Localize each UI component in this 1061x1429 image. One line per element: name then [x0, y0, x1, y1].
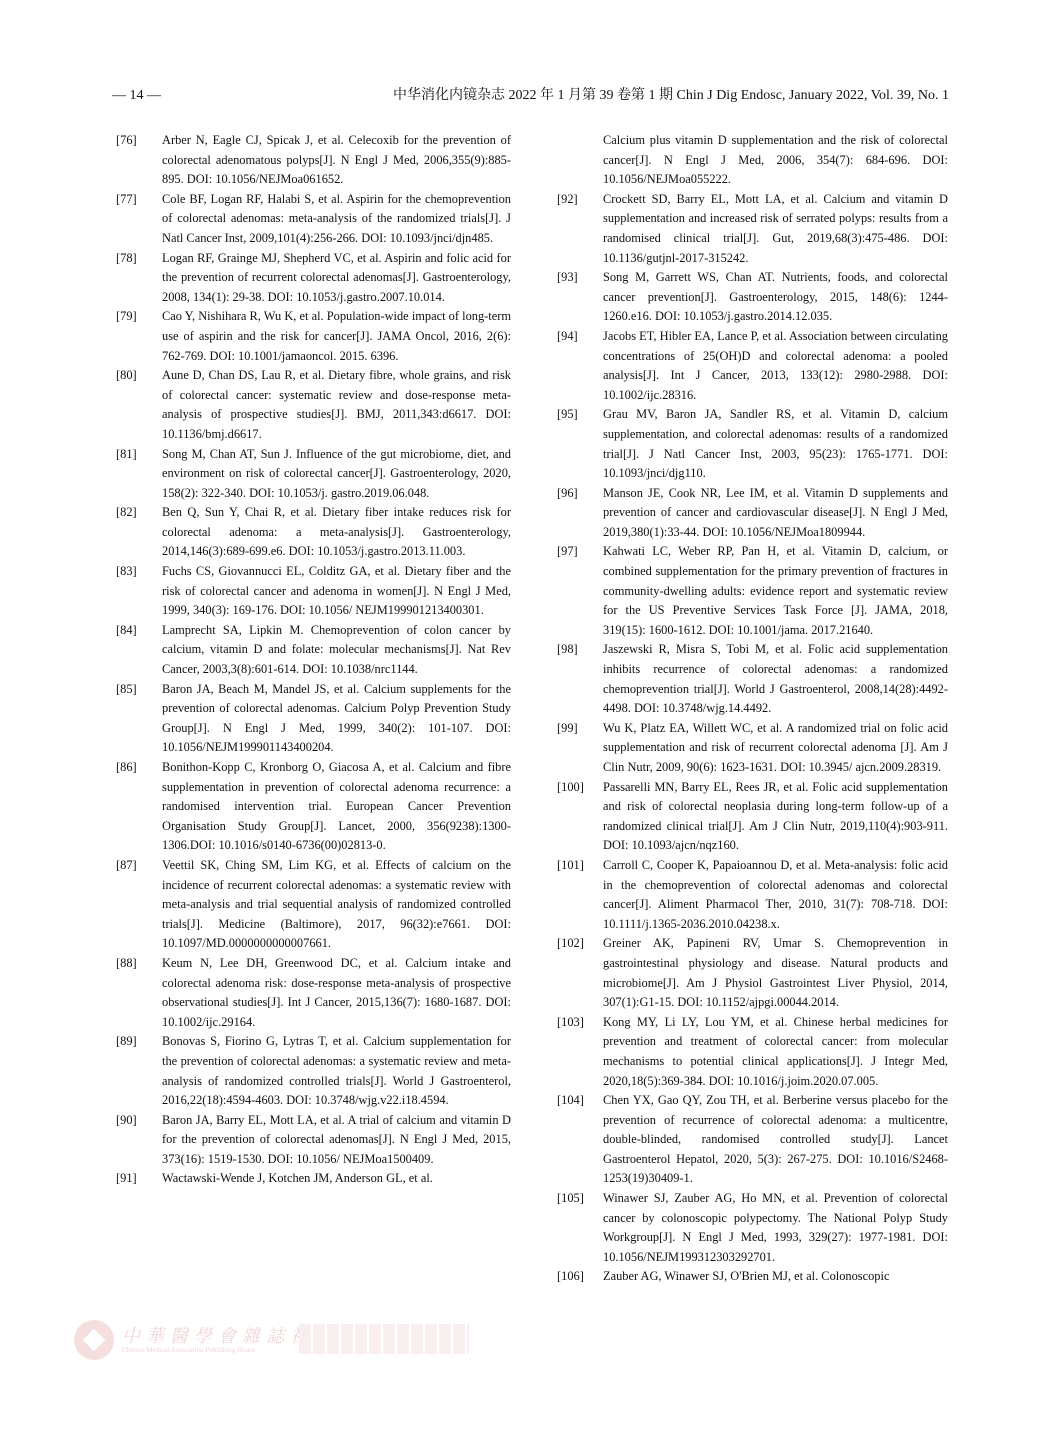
reference-number: [103]	[557, 1014, 584, 1029]
references-right-column	[557, 131, 948, 1287]
reference-text: Song M, Chan AT, Sun J. Influence of the gut microbiome, diet, and environment on risk of colorectal cancer[J]. Gastroenterology, 2020, 158(2): 322-340. DOI: 10.1053/j. gastro.2019.06.048.	[162, 446, 511, 500]
reference-entry	[557, 131, 948, 190]
reference-entry	[116, 249, 511, 308]
reference-number: [89]	[116, 1034, 137, 1049]
reference-number: [76]	[116, 133, 137, 147]
reference-number: [91]	[116, 1171, 137, 1186]
page-number: — 14 —	[112, 88, 161, 103]
reference-number: [100]	[557, 779, 584, 794]
reference-number: [106]	[557, 1269, 584, 1284]
reference-number: [77]	[116, 191, 137, 206]
reference-number: [94]	[557, 328, 578, 343]
reference-entry	[116, 307, 511, 366]
reference-number: [81]	[116, 446, 137, 461]
reference-text: Fuchs CS, Giovannucci EL, Colditz GA, et al. Dietary fiber and the risk of colorectal cancer and adenoma in women[J]. N Engl J Med, 1999, 340(3): 169-176. DOI: 10.1056/ NEJM199901213400301.	[162, 564, 511, 618]
reference-entry	[116, 190, 511, 249]
reference-text: Winawer SJ, Zauber AG, Ho MN, et al. Prevention of colorectal cancer by colonoscopic polypectomy. The National Polyp Study Workgroup[J]. N Engl J Med, 1993, 329(27): 1977-1981. DOI: 10.1056/NEJM199312303292701.	[603, 1191, 948, 1264]
reference-entry	[116, 954, 511, 1032]
reference-text: Wactawski-Wende J, Kotchen JM, Anderson GL, et al.	[162, 1171, 433, 1186]
reference-entry	[557, 1091, 948, 1189]
reference-entry	[116, 503, 511, 562]
reference-number: [88]	[116, 955, 137, 970]
reference-number: [101]	[557, 857, 584, 872]
reference-entry	[557, 719, 948, 778]
reference-number: [82]	[116, 505, 137, 520]
reference-number: [96]	[557, 485, 578, 500]
reference-text: Bonovas S, Fiorino G, Lytras T, et al. Calcium supplementation for the prevention of colorectal adenomas: a systematic review and meta-analysis of randomized controlled trials[J]. World J Gastroenterol, 2016,22(18):4594-4603. DOI: 10.3748/wjg.v22.i18.4594.	[162, 1034, 511, 1108]
reference-text: Keum N, Lee DH, Greenwood DC, et al. Calcium intake and colorectal adenoma risk: dose-response meta-analysis of prospective observational studies[J]. Int J Cancer, 2015,136(7): 1680-1687. DOI: 10.1002/ijc.29164.	[162, 955, 511, 1029]
reference-text: Chen YX, Gao QY, Zou TH, et al. Berberine versus placebo for the prevention of recurrence of colorectal adenoma: a multicentre, double-blinded, randomised controlled study[J]. Lancet Gastroenterol Hepatol, 2020, 5(3): 267-275. DOI: 10.1016/S2468-1253(19)30409-1.	[603, 1093, 948, 1186]
reference-text: Jaszewski R, Misra S, Tobi M, et al. Folic acid supplementation inhibits recurrence of colorectal adenomas: a randomized chemoprevention trial[J]. World J Gastroenterol, 2008,14(28):4492-4498. DOI: 10.3748/wjg.14.4492.	[603, 642, 948, 716]
reference-entry	[557, 778, 948, 856]
reference-text: Lamprecht SA, Lipkin M. Chemoprevention of colon cancer by calcium, vitamin D and folate: molecular mechanisms[J]. Nat Rev Cancer, 2003,3(8):601-614. DOI: 10.1038/nrc1144.	[162, 622, 511, 677]
reference-entry	[116, 445, 511, 504]
reference-number: [90]	[116, 1112, 137, 1127]
reference-text: Carroll C, Cooper K, Papaioannou D, et al. Meta-analysis: folic acid in the chemoprevention of colorectal adenomas and colorectal cancer[J]. Aliment Pharmacol Ther, 2010, 31(7): 708-718. DOI: 10.1111/j.1365-2036.2010.04238.x.	[603, 857, 948, 931]
reference-text: Jacobs ET, Hibler EA, Lance P, et al. Association between circulating concentrations of 25(OH)D and colorectal adenoma: a pooled analysis[J]. Int J Cancer, 2013, 133(12): 2980-2988. DOI: 10.1002/ijc.28316.	[603, 328, 948, 402]
reference-text: Manson JE, Cook NR, Lee IM, et al. Vitamin D supplements and prevention of cancer and cardiovascular disease[J]. N Engl J Med, 2019,380(1):33-44. DOI: 10.1056/NEJMoa1809944.	[603, 485, 948, 539]
reference-number: [85]	[116, 681, 137, 696]
reference-number: [105]	[557, 1191, 584, 1206]
reference-text: Kahwati LC, Weber RP, Pan H, et al. Vitamin D, calcium, or combined supplementation for the primary prevention of fractures in community-dwelling adults: evidence report and systematic review for the US Preventive Services Task Force [J]. JAMA, 2018, 319(15): 1600-1612. DOI: 10.1001/jama. 2017.21640.	[603, 544, 948, 637]
publisher-name-en: Chinese Medical Association Publishing House	[122, 1346, 255, 1354]
reference-number: [84]	[116, 622, 137, 637]
reference-text: Baron JA, Barry EL, Mott LA, et al. A trial of calcium and vitamin D for the prevention of colorectal adenomas[J]. N Engl J Med, 2015, 373(16): 1519-1530. DOI: 10.1056/ NEJMoa1500409.	[162, 1112, 511, 1166]
reference-text: Wu K, Platz EA, Willett WC, et al. A randomized trial on folic acid supplementation and risk of recurrent colorectal adenoma [J]. Am J Clin Nutr, 2009, 90(6): 1623-1631. DOI: 10.3945/ ajcn.2009.28319.	[603, 720, 948, 774]
reference-text: Bonithon-Kopp C, Kronborg O, Giacosa A, et al. Calcium and fibre supplementation in prevention of colorectal adenoma recurrence: a randomised intervention trial. European Cancer Prevention Organisation Study Group[J]. Lancet, 2000, 356(9238):1300-1306.DOI: 10.1016/s0140-6736(00)02813-0.	[162, 760, 511, 853]
reference-number: [80]	[116, 368, 137, 383]
reference-entry	[116, 1032, 511, 1110]
reference-number: [92]	[557, 191, 578, 206]
reference-number: [98]	[557, 642, 578, 657]
reference-entry	[557, 190, 948, 268]
reference-entry	[557, 484, 948, 543]
reference-entry	[116, 621, 511, 680]
reference-entry	[116, 562, 511, 621]
reference-entry	[557, 934, 948, 1012]
journal-running-head: 中华消化内镜杂志 2022 年 1 月第 39 卷第 1 期 Chin J Dig Endosc, January 2022, Vol. 39, No. 1	[393, 88, 949, 103]
reference-entry	[557, 542, 948, 640]
reference-text: Song M, Garrett WS, Chan AT. Nutrients, foods, and colorectal cancer prevention[J]. Gastroenterology, 2015, 148(6): 1244-1260.e16. DOI: 10.1053/j.gastro.2014.12.035.	[603, 270, 948, 324]
reference-text: Veettil SK, Ching SM, Lim KG, et al. Effects of calcium on the incidence of recurrent colorectal adenomas: a systematic review with meta-analysis and trial sequential analysis of randomized controlled trials[J]. Medicine (Baltimore), 2017, 96(32):e7661. DOI: 10.1097/MD.0000000000007661.	[162, 857, 511, 951]
reference-entry	[557, 856, 948, 934]
reference-number: [78]	[116, 250, 137, 265]
reference-text: Ben Q, Sun Y, Chai R, et al. Dietary fiber intake reduces risk for colorectal adenoma: a meta-analysis[J]. Gastroenterology, 2014,146(3):689-699.e6. DOI: 10.1053/j.gastro.2013.11.003.	[162, 505, 511, 559]
reference-number: [99]	[557, 720, 578, 735]
reference-number: [86]	[116, 760, 137, 774]
publisher-watermark	[74, 1318, 474, 1368]
reference-text: Arber N, Eagle CJ, Spicak J, et al. Celecoxib for the prevention of colorectal adenomatous polyps[J]. N Engl J Med, 2006,355(9):885-895. DOI: 10.1056/NEJMoa061652.	[162, 133, 511, 187]
reference-text: Cao Y, Nishihara R, Wu K, et al. Population-wide impact of long-term use of aspirin and the risk for cancer[J]. JAMA Oncol, 2016, 2(6): 762-769. DOI: 10.1001/jamaoncol. 2015. 6396.	[162, 309, 511, 363]
publisher-name-cn: 中華醫學會雜誌社	[122, 1326, 314, 1346]
publisher-seal-icon	[74, 1320, 114, 1360]
reference-text: Logan RF, Grainge MJ, Shepherd VC, et al. Aspirin and folic acid for the prevention of recurrent colorectal adenomas[J]. Gastroenterology, 2008, 134(1): 29-38. DOI: 10.1053/j.gastro.2007.10.014.	[162, 250, 511, 304]
reference-entry	[116, 758, 511, 856]
reference-text: Zauber AG, Winawer SJ, O'Brien MJ, et al. Colonoscopic	[603, 1269, 890, 1284]
reference-number: [97]	[557, 544, 578, 559]
reference-text: Aune D, Chan DS, Lau R, et al. Dietary fibre, whole grains, and risk of colorectal cancer: systematic review and dose-response meta-analysis of prospective studies[J]. BMJ, 2011,343:d6617. DOI: 10.1136/bmj.d6617.	[162, 368, 511, 441]
reference-entry	[116, 1111, 511, 1170]
reference-number: [93]	[557, 270, 578, 285]
reference-number: [104]	[557, 1093, 584, 1108]
reference-entry	[557, 1189, 948, 1267]
reference-entry	[557, 268, 948, 327]
reference-entry	[116, 680, 511, 758]
reference-entry	[116, 856, 511, 954]
reference-entry	[116, 1169, 511, 1189]
reference-number: [102]	[557, 936, 584, 951]
reference-entry	[557, 1013, 948, 1091]
reference-entry	[116, 131, 511, 190]
reference-entry	[557, 640, 948, 718]
references-left-column	[116, 131, 511, 1189]
reference-entry	[116, 366, 511, 444]
publisher-logo-blocks	[299, 1324, 469, 1354]
reference-text: Crockett SD, Barry EL, Mott LA, et al. Calcium and vitamin D supplementation and increased risk of serrated polyps: results from a randomised clinical trial[J]. Gut, 2019,68(3):475-486. DOI: 10.1136/gutjnl-2017-315242.	[603, 191, 948, 265]
reference-text: Passarelli MN, Barry EL, Rees JR, et al. Folic acid supplementation and risk of colorectal neoplasia during long-term follow-up of a randomized clinical trial[J]. Am J Clin Nutr, 2019,110(4):903-911. DOI: 10.1093/ajcn/nqz160.	[603, 779, 948, 853]
reference-number: [95]	[557, 407, 578, 422]
reference-entry	[557, 405, 948, 483]
reference-text: Baron JA, Beach M, Mandel JS, et al. Calcium supplements for the prevention of colorectal adenomas. Calcium Polyp Prevention Study Group[J]. N Engl J Med, 1999, 340(2): 101-107. DOI: 10.1056/NEJM199901143400204.	[162, 681, 511, 755]
reference-text: Grau MV, Baron JA, Sandler RS, et al. Vitamin D, calcium supplementation, and colorectal adenomas: results of a randomized trial[J]. J Natl Cancer Inst, 2003, 95(23): 1765-1771. DOI: 10.1093/jnci/djg110.	[603, 407, 948, 481]
reference-number: [83]	[116, 564, 137, 579]
reference-text: Greiner AK, Papineni RV, Umar S. Chemoprevention in gastrointestinal physiology and disease. Natural products and microbiome[J]. Am J Physiol Gastrointest Liver Physiol, 2014, 307(1):G1-15. DOI: 10.1152/ajpgi.00044.2014.	[603, 936, 948, 1010]
reference-text: Cole BF, Logan RF, Halabi S, et al. Aspirin for the chemoprevention of colorectal adenomas: meta-analysis of the randomized trials[J]. J Natl Cancer Inst, 2009,101(4):256-266. DOI: 10.1093/jnci/djn485.	[162, 191, 511, 245]
running-header	[112, 86, 949, 106]
reference-text: Calcium plus vitamin D supplementation and the risk of colorectal cancer[J]. N Engl J Med, 2006, 354(7): 684-696. DOI: 10.1056/NEJMoa055222.	[603, 133, 948, 187]
reference-text: Kong MY, Li LY, Lou YM, et al. Chinese herbal medicines for prevention and treatment of colorectal cancer: from molecular mechanisms to potential clinical applications[J]. J Integr Med, 2020,18(5):369-384. DOI: 10.1016/j.joim.2020.07.005.	[603, 1014, 948, 1088]
reference-number: [79]	[116, 309, 137, 324]
reference-entry	[557, 327, 948, 405]
reference-entry	[557, 1267, 948, 1287]
reference-number: [87]	[116, 857, 137, 872]
